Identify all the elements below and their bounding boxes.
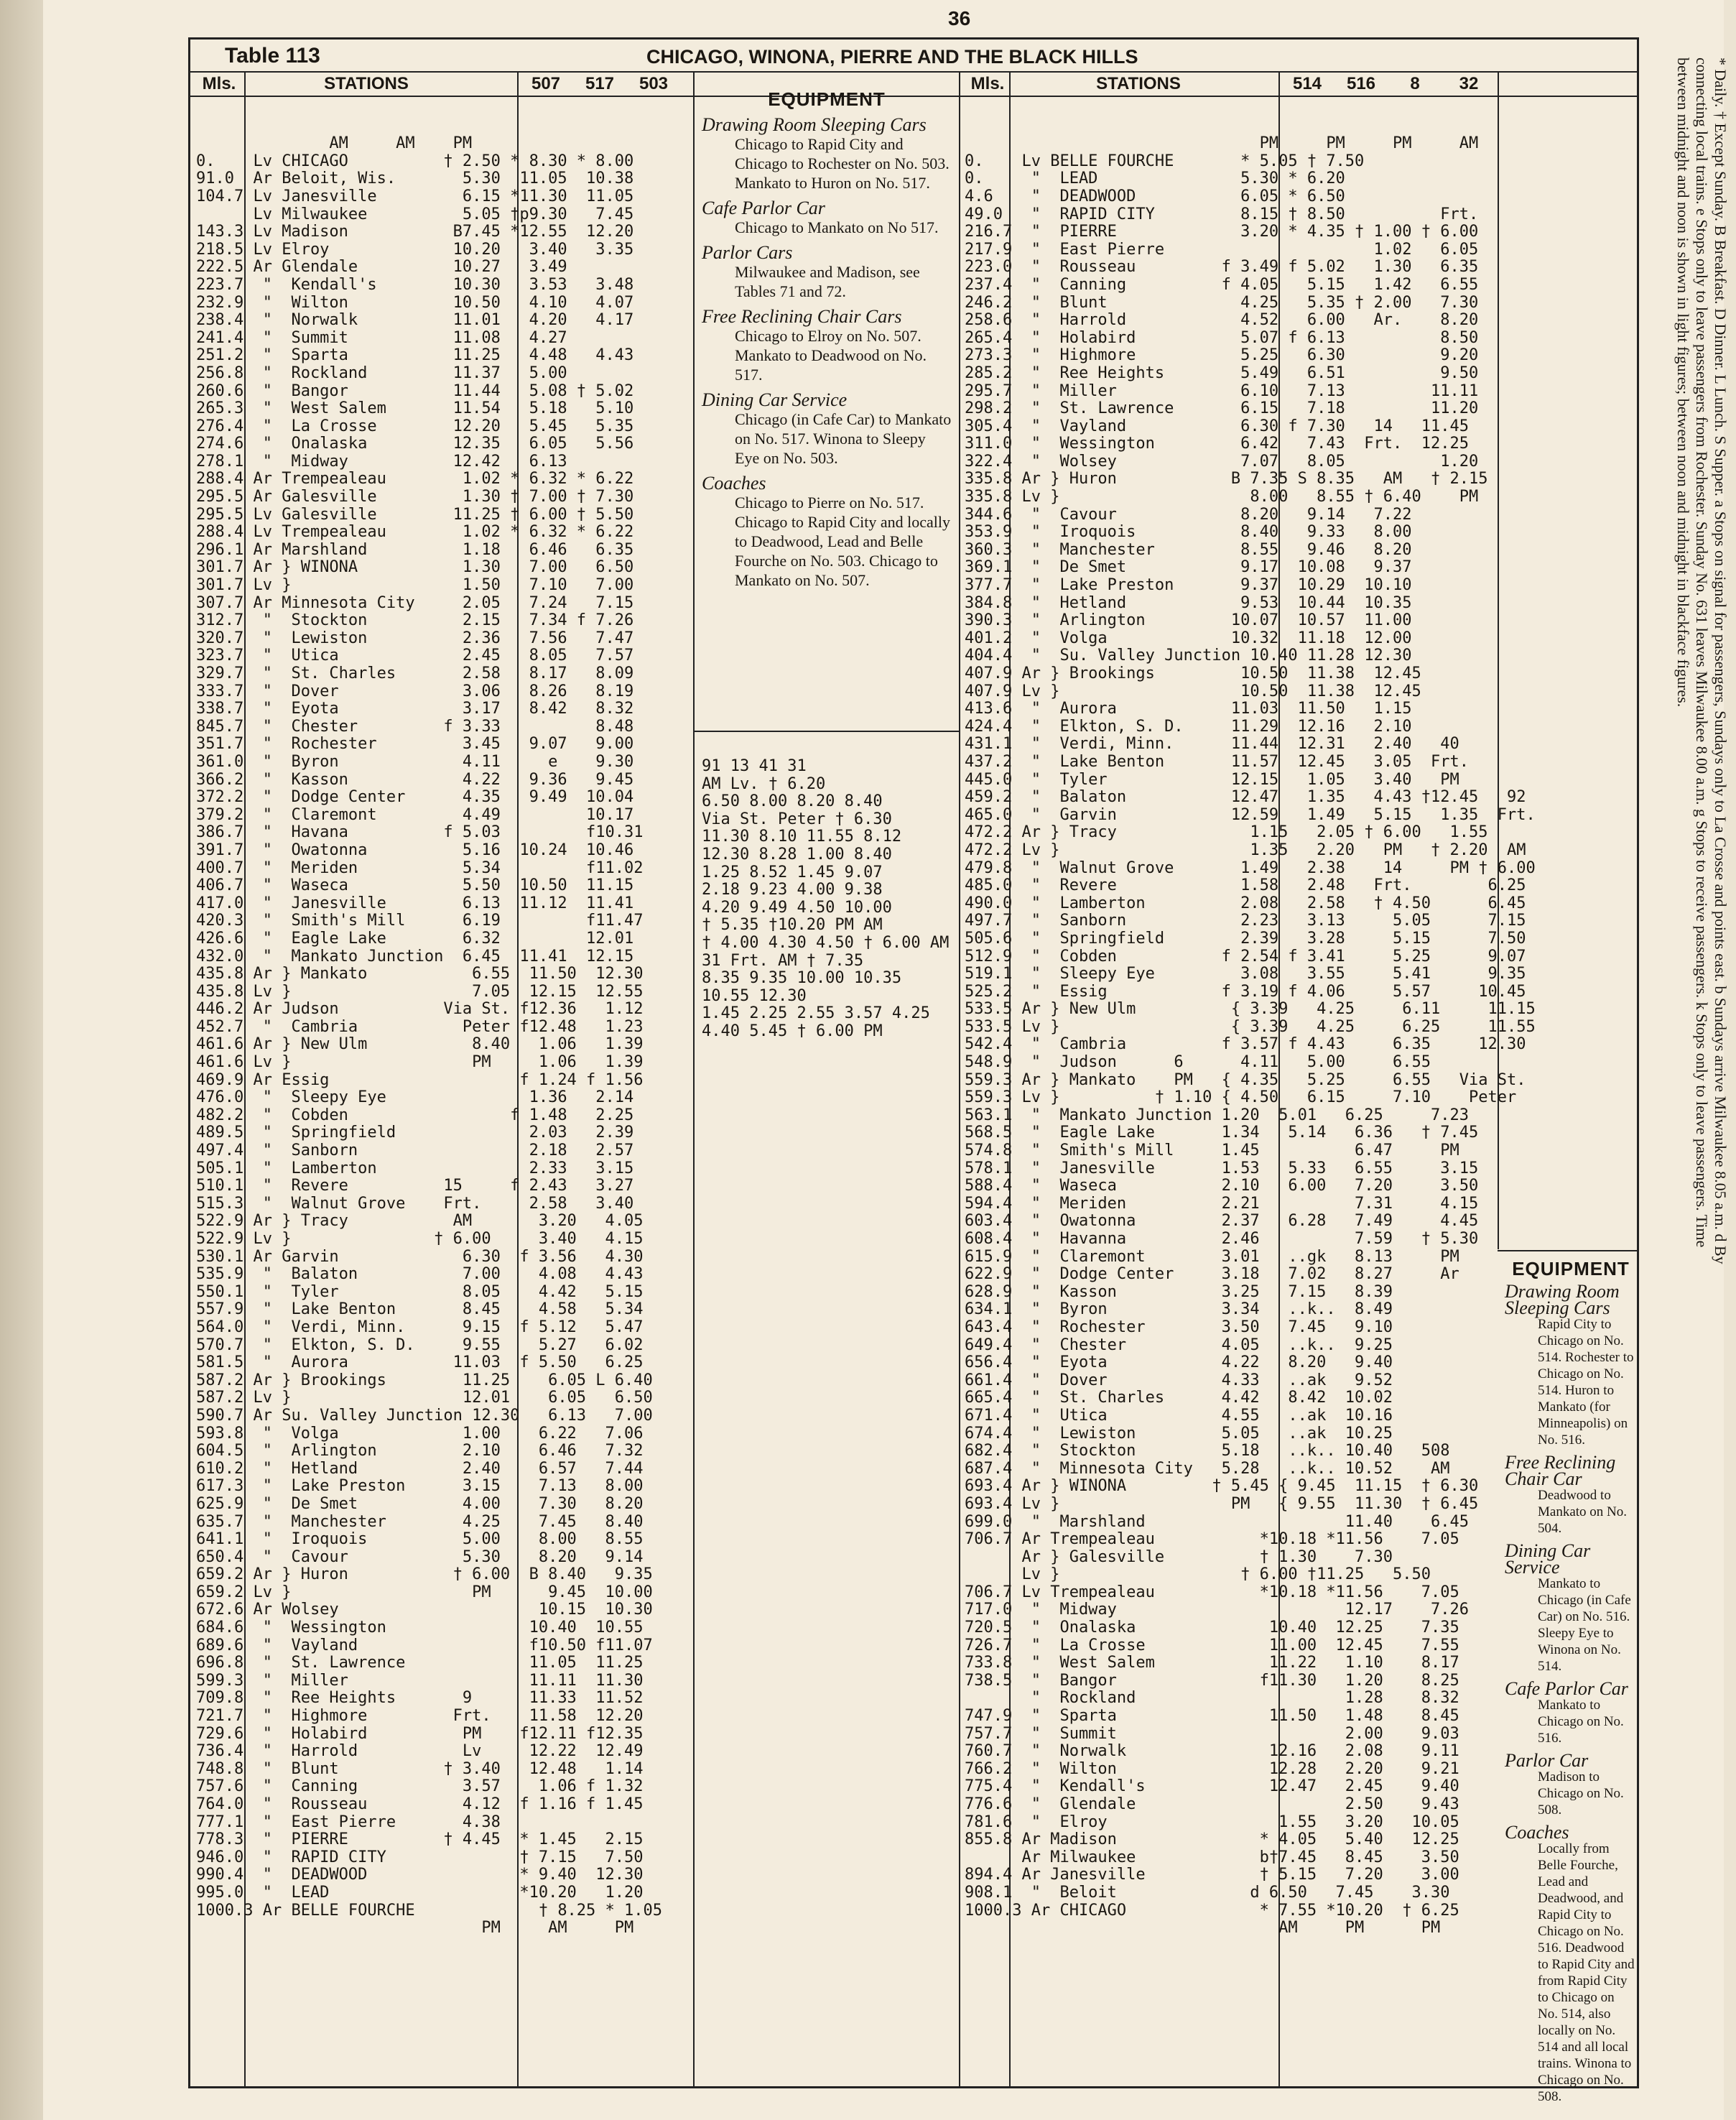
table-row: 307.7 Ar Minnesota City 2.05 7.24 7.15 [196,593,634,612]
table-row: 781.6 " Elroy 1.55 3.20 10.05 [965,1813,1459,1831]
table-row: 369.1 " De Smet 9.17 10.08 9.37 [965,558,1412,577]
table-row: 472.2 Lv } 1.35 2.20 PM † 2.20 AM [965,841,1526,859]
table-row: 4.6 " DEADWOOD 6.05 * 6.50 [965,187,1345,205]
table-row: 218.5 Lv Elroy 10.20 3.40 3.35 [196,240,634,259]
table-row: 323.7 " Utica 2.45 8.05 7.57 [196,647,634,665]
table-row: 548.9 " Judson 6 4.11 5.00 6.55 [965,1053,1431,1072]
table-row: 726.7 " La Crosse 11.00 12.45 7.55 [965,1636,1459,1654]
table-row: 49.0 " RAPID CITY 8.15 † 8.50 Frt. [965,205,1479,223]
equipment-category: Free Reclining Chair Car [1505,1452,1616,1489]
table-row: 295.5 Ar Galesville 1.30 † 7.00 † 7.30 [196,488,634,506]
table-row: AM Lv. † 6.20 [702,774,826,793]
table-row: 706.7 Lv Trempealeau *10.18 *11.56 7.05 [965,1583,1459,1601]
table-row: 372.2 " Dodge Center 4.35 9.49 10.04 [196,788,634,807]
footnotes-column [1643,57,1736,1279]
table-row: 274.6 " Onalaska 12.35 6.05 5.56 [196,435,634,453]
table-row: 721.7 " Highmore Frt. 11.58 12.20 [196,1707,644,1726]
table-row: 505.6 " Springfield 2.39 3.28 5.15 7.50 [965,929,1526,948]
table-row: 590.7 Ar Su. Valley Junction 12.30 6.13 7.00 [196,1406,653,1425]
equipment-entry: Chicago (in Cafe Car) to Mankato on No. 517. Winona to Sleepy Eye on No. 503. [735,410,952,467]
table-row: 515.3 " Walnut Grove Frt. 2.58 3.40 [196,1194,634,1213]
table-row: 482.2 " Cobden f 1.48 2.25 [196,1106,634,1124]
table-row: 533.5 Lv } { 3.39 4.25 6.25 11.55 [965,1017,1536,1036]
table-row: 11.30 8.10 11.55 8.12 [702,828,902,846]
table-row: 232.9 " Wilton 10.50 4.10 4.07 [196,293,634,312]
right-mls-header: Mls. [970,74,1005,93]
table-row: 273.3 " Highmore 5.25 6.30 9.20 [965,346,1479,365]
table-row: 628.9 " Kasson 3.25 7.15 8.39 [965,1282,1393,1301]
equipment-entry: Rapid City to Chicago on No. 514. Rochester to Chicago on No. 514. Huron to Mankato (for Minneapolis) on No. 516. [1538,1317,1634,1448]
right-train-514: 514 [1292,74,1322,93]
table-row: 338.7 " Eyota 3.17 8.42 8.32 [196,700,634,718]
table-row: 361.0 " Byron 4.11 e 9.30 [196,752,634,771]
table-row: 384.8 " Hetland 9.53 10.44 10.35 [965,593,1412,612]
table-row: 469.9 Ar Essig f 1.24 f 1.56 [196,1070,644,1089]
equipment-category: Drawing Room Sleeping Cars [1505,1281,1620,1318]
rule [959,71,960,2086]
equipment-entry: Chicago to Rapid City and Chicago to Rochester on No. 503. Mankato to Huron on No. 517. [735,135,950,192]
table-row: 417.0 " Janesville 6.13 11.12 11.41 [196,894,634,912]
table-row: AM AM PM [196,134,473,153]
equipment-entry: Deadwood to Mankato on No. 504. [1538,1488,1628,1536]
table-row: 659.2 Ar } Huron † 6.00 B 8.40 9.35 [196,1565,653,1584]
table-row: 435.8 Ar } Mankato 6.55 11.50 12.30 [196,965,644,983]
table-title: CHICAGO, WINONA, PIERRE AND THE BLACK HILLS [646,46,1138,68]
equipment-category: Dining Car Service [1505,1540,1591,1578]
table-row: 8.35 9.35 10.00 10.35 10.55 12.30 [702,969,902,1005]
table-row: 505.1 " Lamberton 2.33 3.15 [196,1159,634,1177]
table-row: 335.8 Lv } 8.00 8.55 † 6.40 PM [965,488,1479,506]
equipment-heading-right: EQUIPMENT [1512,1258,1630,1279]
table-row: 360.3 " Manchester 8.55 9.46 8.20 [965,540,1412,559]
table-row: 256.8 " Rockland 11.37 5.00 [196,364,567,382]
table-row: 379.2 " Claremont 4.49 10.17 [196,805,634,824]
table-row: 461.6 Lv } PM 1.06 1.39 [196,1053,644,1072]
table-row: 276.4 " La Crosse 12.20 5.45 5.35 [196,417,634,435]
table-row: 720.5 " Onalaska 10.40 12.25 7.35 [965,1619,1459,1637]
table-row: 407.9 Ar } Brookings 10.50 11.38 12.45 [965,665,1421,682]
right-stations-header: STATIONS [1096,74,1181,93]
table-row: 222.5 Ar Glendale 10.27 3.49 [196,258,567,277]
table-row: 413.6 " Aurora 11.03 11.50 1.15 [965,700,1412,718]
table-row: 559.3 Ar } Mankato PM { 4.35 5.25 6.55 Via St. [965,1070,1526,1089]
table-row: 778.3 " PIERRE † 4.45 * 1.45 2.15 [196,1830,644,1849]
table-row: 693.4 Ar } WINONA † 5.45 { 9.45 11.15 † 6.30 [965,1477,1479,1496]
table-row: 604.5 " Arlington 2.10 6.46 7.32 [196,1442,644,1461]
left-train-517: 517 [585,74,615,93]
table-row: 649.4 " Chester 4.05 ..k.. 9.25 [965,1336,1393,1354]
table-row: 776.6 " Glendale 2.50 9.43 [965,1795,1459,1813]
table-row: 1.45 2.25 2.55 3.57 4.25 4.40 5.45 † 6.00 PM [702,1004,930,1040]
equipment-category: Coaches [702,473,766,494]
table-row: 625.9 " De Smet 4.00 7.30 8.20 [196,1494,644,1513]
table-row: 320.7 " Lewiston 2.36 7.56 7.47 [196,629,634,647]
table-row: 6.50 8.00 8.20 8.40 [702,792,883,811]
table-row: 519.1 " Sleepy Eye 3.08 3.55 5.41 9.35 [965,965,1526,983]
table-row: Lv } † 6.00 †11.25 5.50 [965,1565,1431,1584]
table-row: 12.30 8.28 1.00 8.40 [702,845,892,864]
table-row: 497.7 " Sanborn 2.23 3.13 5.05 7.15 [965,912,1526,930]
table-row: 223.7 " Kendall's 10.30 3.53 3.48 [196,275,634,294]
mid-rows [702,758,957,1041]
table-row: 400.7 " Meriden 5.34 f11.02 [196,858,644,877]
table-row: 335.8 Ar } Huron B 7.35 S 8.35 AM † 2.15 [965,470,1488,489]
table-row: 2.18 9.23 4.00 9.38 [702,881,883,899]
table-row: 908.1 " Beloit d 6.50 7.45 3.30 [965,1883,1450,1902]
table-row: 1000.3 Ar CHICAGO * 7.55 *10.20 † 6.25 [965,1901,1459,1920]
left-train-503: 503 [639,74,669,93]
table-row: 650.4 " Cavour 5.30 8.20 9.14 [196,1547,644,1566]
page-number: 36 [948,7,971,29]
table-row: 777.1 " East Pierre 4.38 [196,1813,501,1831]
table-row: 432.0 " Mankato Junction 6.45 11.41 12.15 [196,947,634,966]
table-row: 437.2 " Lake Benton 11.57 12.45 3.05 Frt. [965,752,1469,771]
table-row: 535.9 " Balaton 7.00 4.08 4.43 [196,1265,644,1284]
table-row: 0. " LEAD 5.30 * 6.20 [965,170,1345,188]
equipment-entry: Chicago to Elroy on No. 507. Mankato to Deadwood on No. 517. [735,327,927,384]
table-row: 603.4 " Owatonna 2.37 6.28 7.49 4.45 [965,1212,1479,1231]
left-stations-header: STATIONS [324,74,409,93]
table-row: 431.1 " Verdi, Minn. 11.44 12.31 2.40 40 [965,735,1459,754]
equipment-entry: Milwaukee and Madison, see Tables 71 and 72. [735,263,920,300]
right-train-32: 32 [1459,74,1479,93]
table-row: 407.9 Lv } 10.50 11.38 12.45 [965,682,1421,700]
equipment-box-right [1505,1258,1637,2105]
equipment-entry: Mankato to Chicago on No. 516. [1538,1698,1624,1746]
table-row: 452.7 " Cambria Peter f12.48 1.23 [196,1017,644,1036]
table-row: 143.3 Lv Madison B7.45 *12.55 12.20 [196,223,634,241]
table-row: 550.1 " Tyler 8.05 4.42 5.15 [196,1282,644,1301]
table-row: 485.0 " Revere 1.58 2.48 Frt. 6.25 [965,876,1526,895]
table-row: 687.4 " Minnesota City 5.28 ..k.. 10.52 AM [965,1459,1450,1478]
table-row: 717.0 " Midway 12.17 7.26 [965,1601,1469,1619]
table-row: 490.0 " Lamberton 2.08 2.58 † 4.50 6.45 [965,894,1526,912]
table-row: 305.4 " Vayland 6.30 f 7.30 14 11.45 [965,417,1469,435]
table-row: 104.7 Lv Janesville 6.15 *11.30 11.05 [196,187,634,205]
table-row: 472.2 Ar } Tracy 1.15 2.05 † 6.00 1.55 [965,823,1488,842]
table-row: 622.9 " Dodge Center 3.18 7.02 8.27 Ar [965,1265,1459,1284]
equipment-list-left [702,115,952,590]
table-row: 223.0 " Rousseau f 3.49 f 5.02 1.30 6.35 [965,258,1479,277]
table-row: 682.4 " Stockton 5.18 ..k.. 10.40 508 [965,1442,1450,1461]
table-row: 512.9 " Cobden f 2.54 f 3.41 5.25 9.07 [965,947,1526,966]
table-row: 564.0 " Verdi, Minn. 9.15 f 5.12 5.47 [196,1318,644,1336]
table-row: 995.0 " LEAD *10.20 1.20 [196,1883,644,1902]
table-row: 699.0 " Marshland 11.40 6.45 [965,1512,1469,1531]
right-train-516: 516 [1346,74,1376,93]
table-row: 288.4 Ar Trempealeau 1.02 * 6.32 * 6.22 [196,470,634,489]
table-row: 351.7 " Rochester 3.45 9.07 9.00 [196,735,634,754]
table-row: 757.7 " Summit 2.00 9.03 [965,1724,1459,1743]
equipment-category: Free Reclining Chair Cars [702,306,902,327]
table-row: 587.2 Lv } 12.01 6.05 6.50 [196,1389,653,1407]
table-row: PM PM PM AM [965,134,1479,153]
table-row: 599.3 " Miller 11.11 11.30 [196,1671,644,1690]
table-row: 333.7 " Dover 3.06 8.26 8.19 [196,682,634,700]
table-row: 265.3 " West Salem 11.54 5.18 5.10 [196,399,634,418]
equipment-category: Coaches [1505,1822,1569,1843]
equipment-entry: Madison to Chicago on No. 508. [1538,1769,1624,1818]
table-header [190,40,1637,73]
table-row: 674.4 " Lewiston 5.05 ..ak 10.25 [965,1424,1393,1443]
table-row: 420.3 " Smith's Mill 6.19 f11.47 [196,912,644,930]
table-row: PM AM PM [196,1919,634,1938]
table-row: 643.4 " Rochester 3.50 7.45 9.10 [965,1318,1393,1336]
equipment-category: Cafe Parlor Car [702,198,825,218]
table-row: 301.7 Ar } WINONA 1.30 7.00 6.50 [196,558,634,577]
table-row: 757.6 " Canning 3.57 1.06 f 1.32 [196,1777,644,1796]
table-row: 617.3 " Lake Preston 3.15 7.13 8.00 [196,1477,644,1496]
table-row: † 5.35 †10.20 PM AM [702,916,883,935]
table-row: 426.6 " Eagle Lake 6.32 12.01 [196,929,634,948]
table-row: 424.4 " Elkton, S. D. 11.29 12.16 2.10 [965,717,1412,736]
mid-freight-columns [702,758,957,1041]
table-row: 391.7 " Owatonna 5.16 10.24 10.46 [196,841,634,859]
table-row: 446.2 Ar Judson Via St. f12.36 1.12 [196,1000,644,1019]
equipment-box-left [702,90,952,590]
table-row: 530.1 Ar Garvin 6.30 f 3.56 4.30 [196,1247,644,1266]
equipment-category: Drawing Room Sleeping Cars [702,114,927,135]
table-row: 241.4 " Summit 11.08 4.27 [196,328,567,347]
table-row: Via St. Peter † 6.30 [702,810,892,828]
table-row: 661.4 " Dover 4.33 ..ak 9.52 [965,1371,1393,1389]
table-row: 296.1 Ar Marshland 1.18 6.46 6.35 [196,540,634,559]
table-row: 246.2 " Blunt 4.25 5.35 † 2.00 7.30 [965,293,1479,312]
table-row: 733.8 " West Salem 11.22 1.10 8.17 [965,1654,1459,1672]
table-row: 1.25 8.52 1.45 9.07 [702,863,883,881]
table-row: 587.2 Ar } Brookings 11.25 6.05 L 6.40 [196,1371,653,1389]
table-row: 693.4 Lv } PM { 9.55 11.30 † 6.45 [965,1494,1479,1513]
table-row: 401.2 " Volga 10.32 11.18 12.00 [965,629,1412,647]
footnotes-text: * Daily. † Except Sunday. B Breakfast. D Dinner. L Lunch. S Supper. a Stops on signal for passengers, Sundays only to La Crosse and points east. b Sundays arrive Milwaukee 8.05 a.m. d By connecting local trains. e Stops only to leave passengers from Rochester. Sunday No. 631 leaves Milwaukee 8.00 a.m. g Stops to receive passengers. k Stops only to leave passengers. Time between midnight and noon is shown in light figures; between noon and midnight in blackface figures. [1674,57,1730,1264]
table-row: AM PM PM [965,1919,1441,1938]
table-row: " Rockland 1.28 8.32 [965,1689,1459,1708]
table-row: 581.5 " Aurora 11.03 f 5.50 6.25 [196,1353,644,1372]
table-label: Table 113 [225,44,320,68]
table-row: 285.2 " Ree Heights 5.49 6.51 9.50 [965,364,1479,382]
table-row: 31 Frt. AM † 7.35 [702,951,864,970]
table-row: 386.7 " Havana f 5.03 f10.31 [196,823,644,842]
table-row: 578.1 " Janesville 1.53 5.33 6.55 3.15 [965,1159,1479,1177]
table-row: 845.7 " Chester f 3.33 8.48 [196,717,634,736]
table-row: 775.4 " Kendall's 12.47 2.45 9.40 [965,1777,1459,1796]
table-row: 766.2 " Wilton 12.28 2.20 9.21 [965,1759,1459,1778]
table-row: 594.4 " Meriden 2.21 7.31 4.15 [965,1194,1479,1213]
table-row: 563.1 " Mankato Junction 1.20 5.01 6.25 7.23 [965,1106,1469,1124]
table-row: 709.8 " Ree Heights 9 11.33 11.52 [196,1689,644,1708]
table-row: 568.5 " Eagle Lake 1.34 5.14 6.36 † 7.45 [965,1124,1479,1142]
table-row: 659.2 Lv } PM 9.45 10.00 [196,1583,653,1601]
table-row: 238.4 " Norwalk 11.01 4.20 4.17 [196,311,634,330]
table-row: 295.5 Lv Galesville 11.25 † 6.00 † 5.50 [196,505,634,524]
table-row: 522.9 Lv } † 6.00 3.40 4.15 [196,1230,644,1248]
table-row: 736.4 " Harrold Lv 12.22 12.49 [196,1742,644,1761]
equipment-rule [693,731,959,732]
equipment-entry: Chicago to Mankato on No 517. [735,218,939,236]
table-row: 390.3 " Arlington 10.07 10.57 11.00 [965,611,1412,630]
table-row: 465.0 " Garvin 12.59 1.49 5.15 1.35 Frt. [965,805,1536,824]
table-row: 216.7 " PIERRE 3.20 * 4.35 † 1.00 † 6.00 [965,223,1479,241]
table-row: 404.4 " Su. Valley Junction 10.40 11.28 12.30 [965,647,1412,665]
table-row: 522.9 Ar } Tracy AM 3.20 4.05 [196,1212,644,1231]
table-row: Ar Milwaukee b†7.45 8.45 3.50 [965,1848,1459,1866]
rule [693,71,695,2086]
table-row: 278.1 " Midway 12.42 6.13 [196,452,567,471]
table-row: 990.4 " DEADWOOD * 9.40 12.30 [196,1866,644,1884]
table-row: 510.1 " Revere 15 f 2.43 3.27 [196,1177,634,1195]
table-row: 608.4 " Havanna 2.46 7.59 † 5.30 [965,1230,1479,1248]
table-row: 946.0 " RAPID CITY † 7.15 7.50 [196,1848,644,1866]
table-row: 445.0 " Tyler 12.15 1.05 3.40 PM [965,770,1459,789]
equipment-list-right [1505,1283,1637,2105]
table-row: 258.6 " Harrold 4.52 6.00 Ar. 8.20 [965,311,1479,330]
table-row: 641.1 " Iroquois 5.00 8.00 8.55 [196,1530,644,1549]
table-row: 764.0 " Rousseau 4.12 f 1.16 f 1.45 [196,1795,644,1813]
table-row: 760.7 " Norwalk 12.16 2.08 9.11 [965,1742,1459,1761]
table-row: 542.4 " Cambria f 3.57 f 4.43 6.35 12.30 [965,1035,1526,1054]
right-train-8: 8 [1410,74,1420,93]
table-row: † 4.00 4.30 4.50 † 6.00 AM [702,933,950,952]
table-row: 344.6 " Cavour 8.20 9.14 7.22 [965,505,1412,524]
table-row: 738.5 " Bangor f11.30 1.20 8.25 [965,1671,1459,1690]
table-row: 748.8 " Blunt † 3.40 12.48 1.14 [196,1759,644,1778]
table-row: 298.2 " St. Lawrence 6.15 7.18 11.20 [965,399,1479,418]
table-row: 461.6 Ar } New Ulm 8.40 1.06 1.39 [196,1035,644,1054]
table-row: 574.8 " Smith's Mill 1.45 6.47 PM [965,1142,1459,1160]
table-row: 672.6 Ar Wolsey 10.15 10.30 [196,1601,653,1619]
equipment-category: Dining Car Service [702,389,848,410]
table-row: 634.1 " Byron 3.34 ..k.. 8.49 [965,1300,1393,1319]
equipment-rule [1498,1250,1638,1251]
table-row: 301.7 Lv } 1.50 7.10 7.00 [196,576,634,595]
left-mls-header: Mls. [202,74,236,93]
table-row: 295.7 " Miller 6.10 7.13 11.11 [965,381,1479,400]
table-row: 894.4 Ar Janesville † 5.15 7.20 3.00 [965,1866,1459,1884]
table-row: 525.2 " Essig f 3.19 f 4.06 5.57 10.45 [965,982,1526,1001]
table-row: 489.5 " Springfield 2.03 2.39 [196,1124,634,1142]
table-row: 217.9 " East Pierre 1.02 6.05 [965,240,1479,259]
table-row: 559.3 Lv } † 1.10 { 4.50 6.15 7.10 Peter [965,1088,1517,1107]
table-row: 696.8 " St. Lawrence 11.05 11.25 [196,1654,644,1672]
table-row: 706.7 Ar Trempealeau *10.18 *11.56 7.05 [965,1530,1459,1549]
left-rows [196,135,692,1938]
table-row: Lv Milwaukee 5.05 †p9.30 7.45 [196,205,634,223]
table-row: 729.6 " Holabird PM f12.11 f12.35 [196,1724,644,1743]
table-row: 91 13 41 31 [702,757,807,775]
table-row: 4.20 9.49 4.50 10.00 [702,898,892,917]
equipment-entry: Locally from Belle Fourche, Lead and Deadwood, and Rapid City to Chicago on No. 516. Deadwood to Rapid City and from Rapid City to Chicago on No. 514, also locally on No. 514 and all local trains. Winona to Chicago on No. 508. [1538,1841,1635,2104]
table-row: 237.4 " Canning f 4.05 5.15 1.42 6.55 [965,275,1479,294]
table-row: 497.4 " Sanborn 2.18 2.57 [196,1142,634,1160]
timetable-frame [188,37,1639,2104]
table-row: 689.6 " Vayland f10.50 f11.07 [196,1636,653,1654]
left-train-507: 507 [531,74,561,93]
table-row: 311.0 " Wessington 6.42 7.43 Frt. 12.25 [965,435,1469,453]
table-row: 656.4 " Eyota 4.22 8.20 9.40 [965,1353,1393,1372]
table-row: 557.9 " Lake Benton 8.45 4.58 5.34 [196,1300,644,1319]
table-row: 476.0 " Sleepy Eye 1.36 2.14 [196,1088,634,1107]
table-row: 1000.3 Ar BELLE FOURCHE † 8.25 * 1.05 [196,1901,663,1920]
table-row: 479.8 " Walnut Grove 1.49 2.38 14 PM † 6.00 [965,858,1536,877]
table-row: 265.4 " Holabird 5.07 f 6.13 8.50 [965,328,1479,347]
table-row: 353.9 " Iroquois 8.40 9.33 8.00 [965,523,1412,542]
table-row: 671.4 " Utica 4.55 ..ak 10.16 [965,1406,1393,1425]
table-row: 260.6 " Bangor 11.44 5.08 † 5.02 [196,381,634,400]
table-row: 855.8 Ar Madison * 4.05 5.40 12.25 [965,1830,1459,1849]
table-row: 615.9 " Claremont 3.01 ..gk 8.13 PM [965,1247,1459,1266]
table-row: 366.2 " Kasson 4.22 9.36 9.45 [196,770,634,789]
table-row: 588.4 " Waseca 2.10 6.00 7.20 3.50 [965,1177,1479,1195]
equipment-entry: Mankato to Chicago (in Cafe Car) on No. 516. Sleepy Eye to Winona on No. 514. [1538,1576,1631,1674]
table-row: 533.5 Ar } New Ulm { 3.39 4.25 6.11 11.15 [965,1000,1536,1019]
equipment-heading-left: EQUIPMENT [768,88,886,110]
table-row: 288.4 Lv Trempealeau 1.02 * 6.32 * 6.22 [196,523,634,542]
table-row: 593.8 " Volga 1.00 6.22 7.06 [196,1424,644,1443]
table-row: 91.0 Ar Beloit, Wis. 5.30 11.05 10.38 [196,170,634,188]
table-row: Ar } Galesville † 1.30 7.30 [965,1547,1393,1566]
equipment-category: Parlor Cars [702,242,793,263]
equipment-category: Parlor Car [1505,1750,1589,1771]
table-row: 406.7 " Waseca 5.50 10.50 11.15 [196,876,634,895]
table-row: 322.4 " Wolsey 7.07 8.05 1.20 [965,452,1479,471]
table-row: 435.8 Lv } 7.05 12.15 12.55 [196,982,644,1001]
equipment-category: Cafe Parlor Car [1505,1678,1628,1699]
table-row: 459.2 " Balaton 12.47 1.35 4.43 †12.45 92 [965,788,1526,807]
table-row: 0. Lv CHICAGO † 2.50 * 8.30 * 8.00 [196,152,634,170]
table-row: 0. Lv BELLE FOURCHE * 5.05 † 7.50 [965,152,1365,170]
table-row: 377.7 " Lake Preston 9.37 10.29 10.10 [965,576,1412,595]
table-row: 747.9 " Sparta 11.50 1.48 8.45 [965,1707,1459,1726]
table-row: 570.7 " Elkton, S. D. 9.55 5.27 6.02 [196,1336,644,1354]
table-row: 684.6 " Wessington 10.40 10.55 [196,1619,644,1637]
left-timetable [196,100,692,1973]
equipment-entry: Chicago to Pierre on No. 517. Chicago to Rapid City and locally to Deadwood, Lead and Belle Fourche on No. 503. Chicago to Mankato on No. 507. [735,494,951,589]
table-row: 251.2 " Sparta 11.25 4.48 4.43 [196,346,634,365]
table-row: 665.4 " St. Charles 4.42 8.42 10.02 [965,1389,1393,1407]
table-row: 635.7 " Manchester 4.25 7.45 8.40 [196,1512,644,1531]
table-row: 329.7 " St. Charles 2.58 8.17 8.09 [196,665,634,682]
table-row: 312.7 " Stockton 2.15 7.34 f 7.26 [196,611,634,630]
table-row: 610.2 " Hetland 2.40 6.57 7.44 [196,1459,644,1478]
